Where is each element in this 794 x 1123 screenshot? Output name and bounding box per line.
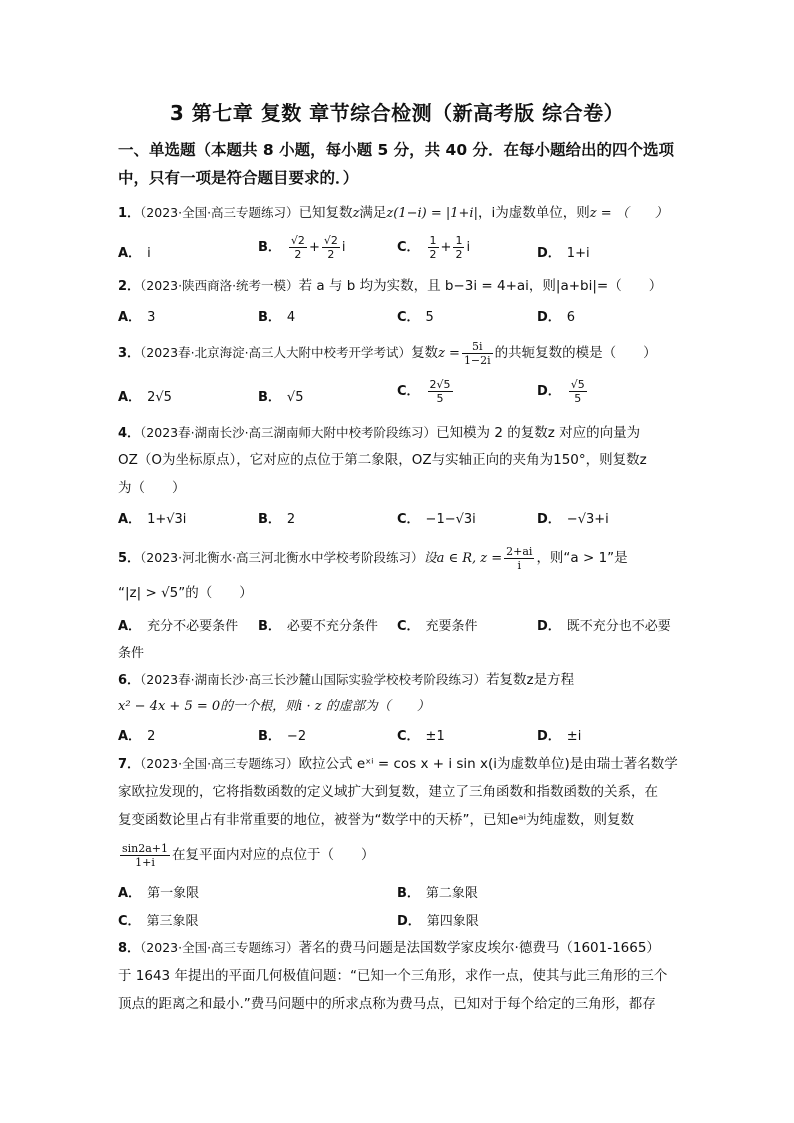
question-2: 2．（2023·陕西商洛·统考一模）若 a 与 b 均为实数，且 b−3i = 4+ai，则|a+bi|=（ ） — [118, 278, 663, 294]
question-6: 6．（2023春·湖南长沙·高三长沙麓山国际实验学校校考阶段练习）若复数z是方程 — [118, 672, 575, 688]
question-4-line3: 为（ ） — [118, 480, 186, 496]
question-6-line2: x² − 4x + 5 = 0的一个根，则i · z 的虚部为（ ） — [118, 699, 430, 714]
q4-option-a[interactable]: A． 1+√3i — [118, 512, 187, 527]
q1-option-d[interactable]: D． 1+i — [537, 246, 590, 261]
question-1: 1．（2023·全国·高三专题练习）已知复数z满足z(1−i) = |1+i|，i为虚数单位，则z = （ ） — [118, 205, 668, 221]
section-heading-line2: 中，只有一项是符合题目要求的．） — [118, 169, 359, 187]
section-heading — [118, 136, 678, 192]
question-7-line2: 家欧拉发现的，它将指数函数的定义域扩大到复数，建立了三角函数和指数函数的关系，在 — [118, 784, 658, 800]
q2-option-c[interactable]: C． 5 — [397, 310, 434, 325]
section-heading-line1: 一、单选题（本题共 8 小题，每小题 5 分，共 40 分．在每小题给出的四个选项 — [118, 141, 675, 159]
question-8-line3: 顶点的距离之和最小.”费马问题中的所求点称为费马点，已知对于每个给定的三角形，都存 — [118, 996, 656, 1012]
q1-option-a[interactable]: A． i — [118, 246, 151, 261]
q6-option-d[interactable]: D． ±i — [537, 729, 582, 744]
question-5: 5．（2023·河北衡水·高三河北衡水中学校考阶段练习）设a ∈ R, z = $\frac{2+ai}{i}$ ，则“a > 1”是 — [118, 545, 628, 572]
page-title: 3 第七章 复数 章节综合检测（新高考版 综合卷） — [169, 101, 625, 125]
q3-option-b[interactable]: B． √5 — [258, 390, 304, 405]
q2-option-d[interactable]: D． 6 — [537, 310, 576, 325]
question-7-line3: 复变函数论里占有非常重要的地位，被誉为“数学中的天桥”，已知eᵃⁱ为纯虚数，则复数 — [118, 812, 634, 828]
q3-option-d[interactable]: D． $\frac{√5}{5}$ — [537, 378, 585, 405]
q5-option-c[interactable]: C． 充要条件 — [397, 619, 478, 634]
q1-option-b[interactable]: B． $\frac{√2}{2}$ + $\frac{√2}{2}$ i — [258, 234, 346, 261]
q4-option-b[interactable]: B． 2 — [258, 512, 296, 527]
question-7-line4: $\frac{\sin 2a+1}{1+i}$ 在复平面内对应的点位于（ ） — [122, 842, 375, 869]
q3-option-c[interactable]: C． $\frac{2√5}{5}$ — [397, 378, 451, 405]
q2-option-b[interactable]: B． 4 — [258, 310, 296, 325]
q5-option-d[interactable]: D． 既不充分也不必要 — [537, 619, 671, 634]
question-4-line2: OZ（O为坐标原点），它对应的点位于第二象限，OZ与实轴正向的夹角为150°，则复数z — [118, 452, 647, 468]
q5-option-a[interactable]: A． 充分不必要条件 — [118, 619, 239, 634]
q2-option-a[interactable]: A． 3 — [118, 310, 156, 325]
q4-option-d[interactable]: D． −√3+i — [537, 512, 609, 527]
q4-option-c[interactable]: C． −1−√3i — [397, 512, 476, 527]
question-8-line2: 于 1643 年提出的平面几何极值问题：“已知一个三角形，求作一点，使其与此三角形的三个 — [118, 968, 668, 984]
question-8: 8．（2023·全国·高三专题练习）著名的费马问题是法国数学家皮埃尔·德费马（1601-1665） — [118, 940, 660, 956]
question-4: 4．（2023春·湖南长沙·高三湖南师大附中校考阶段练习）已知模为 2 的复数z 对应的向量为 — [118, 425, 641, 441]
q6-option-b[interactable]: B． −2 — [258, 729, 307, 744]
q5-option-b[interactable]: B． 必要不充分条件 — [258, 619, 378, 634]
q7-option-b[interactable]: B． 第二象限 — [397, 886, 478, 901]
q7-option-c[interactable]: C． 第三象限 — [118, 914, 199, 929]
q7-option-d[interactable]: D． 第四象限 — [397, 914, 479, 929]
q1-option-c[interactable]: C． $\frac{1}{2}$ + $\frac{1}{2}$ i — [397, 234, 471, 261]
q3-option-a[interactable]: A． 2√5 — [118, 390, 172, 405]
question-3: 3．（2023春·北京海淀·高三人大附中校考开学考试）复数z = $\frac{5i}{1-2i}$ 的共轭复数的模是（ ） — [118, 340, 657, 367]
q7-option-a[interactable]: A． 第一象限 — [118, 886, 200, 901]
q5-option-d-cont: 条件 — [118, 646, 145, 661]
q6-option-c[interactable]: C． ±1 — [397, 729, 445, 744]
question-7: 7．（2023·全国·高三专题练习）欧拉公式 eˣⁱ = cos x + i sin x(i为虚数单位)是由瑞士著名数学 — [118, 756, 678, 772]
q6-option-a[interactable]: A． 2 — [118, 729, 156, 744]
question-5-line2: “|z| > √5”的（ ） — [118, 585, 253, 601]
